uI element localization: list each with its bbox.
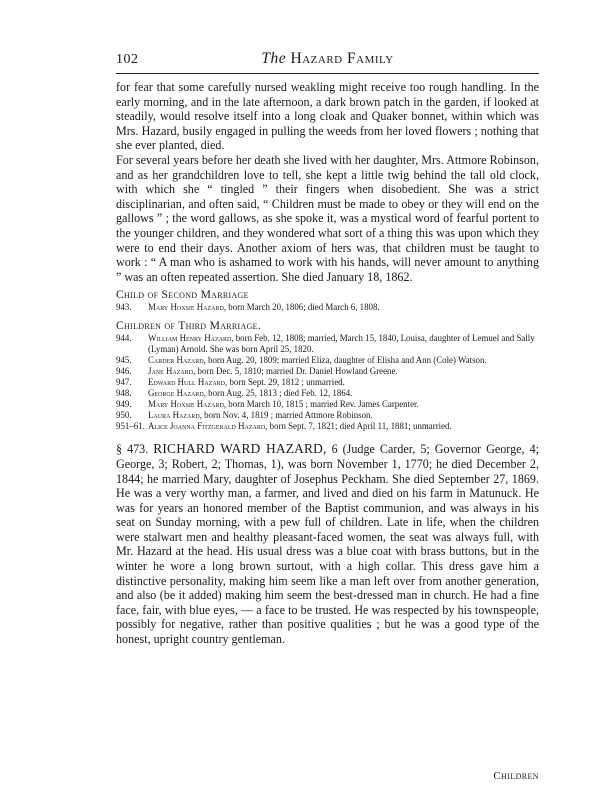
entry-text: born Sept. 7, 1821; died April 11, 1881; unmarried. xyxy=(269,421,452,432)
second-marriage-heading: Child of Second Marriage xyxy=(116,288,249,302)
entry-name: Carder Hazard, xyxy=(148,355,206,366)
entry-text: born Feb. 12, 1808; married, March 15, 1840, Louisa, daughter of Lemuel and Sally (Lyman) Arnold. She was born April 25, 1820. xyxy=(148,333,535,355)
running-title-rest: Hazard Family xyxy=(290,50,394,67)
entry-number: 949. xyxy=(116,399,132,410)
entry-number: 947. xyxy=(116,377,132,388)
entry-text: born Aug. 25, 1813 ; died Feb. 12, 1864. xyxy=(208,388,353,399)
entry-text: born March 10, 1815 ; married Rev. James Carpenter. xyxy=(228,399,419,410)
child-entry xyxy=(116,366,539,377)
third-marriage-list xyxy=(116,333,539,432)
child-entry xyxy=(116,377,539,388)
section-title: RICHARD WARD HAZARD, xyxy=(153,441,327,457)
child-entry xyxy=(116,399,539,410)
second-marriage-list xyxy=(116,302,539,313)
entry-name: Alice Joanna Fitzgerald Hazard, xyxy=(148,421,268,432)
entry-number: 943. xyxy=(116,302,132,313)
entry-text: born March 20, 1806; died March 6, 1808. xyxy=(228,302,380,313)
paragraph-garden: for fear that some carefully nursed weakling might receive too rough handling. In the early morning, and in the late afternoon, a dark brown patch in the garden, if looked at steadily, would resolve itself into a long cloak and Quaker bonnet, within which was Mrs. Hazard, busily engaged in pulling the weeds from her loved flowers ; nothing that she ever planted, died. xyxy=(116,80,539,153)
entry-number: 944. xyxy=(116,333,132,344)
entry-name: George Hazard, xyxy=(148,388,206,399)
section-473 xyxy=(116,442,539,646)
entry-number: 946. xyxy=(116,366,132,377)
section-mark: § 473. xyxy=(116,442,149,457)
entry-text: born Aug. 20, 1809; married Eliza, daughter of Elisha and Ann (Cole) Watson. xyxy=(208,355,487,366)
running-title-the: The xyxy=(261,50,287,67)
child-entry xyxy=(116,355,539,366)
running-title xyxy=(116,50,539,68)
entry-text: born Sept. 29, 1812 ; unmarried. xyxy=(229,377,345,388)
entry-number: 945. xyxy=(116,355,132,366)
page-number: 102 xyxy=(116,52,139,67)
child-entry xyxy=(116,410,539,421)
paragraph-later-years: For several years before her death she lived with her daughter, Mrs. Attmore Robinson, and as her grandchildren love to tell, she kept a little twig behind the tall old clock, with which she “ tingled ” their fingers when disobedient. She was a strict disciplinarian, and often said, “ Children must be made to obey or they will end on the gallows ” ; the word gallows, as she spoke it, was a mystical word of fearful portent to the younger children, and they wondered what sort of a thing this was upon which they were to end their days. Another axiom of hers was, that children must be taught to work : “ A man who is ashamed to work with his hands, will never amount to anything ” was an often repeated assertion. She died January 18, 1862. xyxy=(116,152,539,284)
page-body xyxy=(116,80,539,647)
section-text: 6 (Judge Carder, 5; Governor George, 4; George, 3; Robert, 2; Thomas, 1), was born November 1, 1770; he died December 2, 1844; he married Mary, daughter of Josephus Peckham. She died September 27, 1869. He was a very worthy man, a farmer, and lived and died on his farm in Matunuck. He was for years an honored member of the Baptist communion, and was always in his seat on Sunday morning, with a pew full of children. Late in life, when the children were stalwart men and healthy pleasant-faced women, the seat was always full, with Mr. Hazard at the head. His usual dress was a blue coat with brass buttons, but in the winter he wore a long brown surtout, with a high collar. This dress gave him a distinctive personality, making him seem like a man left over from another generation, and also (be it added) making him seem the best-dressed man in church. He had a fine face, fair, with blue eyes, — a face to be trusted. He was respected by his townspeople, possibly for negative, rather than positive qualities ; but he was a good type of the honest, upright country gentleman. xyxy=(116,442,539,647)
entry-name: Edward Hull Hazard, xyxy=(148,377,228,388)
entry-name: Mary Hoxsie Hazard, xyxy=(148,302,227,313)
entry-name: Laura Hazard, xyxy=(148,410,202,421)
running-header xyxy=(116,50,539,72)
entry-name: Jane Hazard, xyxy=(148,366,196,377)
entry-number: 948. xyxy=(116,388,132,399)
entry-name: Mary Hoxsie Hazard, xyxy=(148,399,227,410)
child-entry xyxy=(116,302,539,313)
header-rule xyxy=(116,73,539,74)
child-entry xyxy=(116,421,539,432)
entry-name: William Henry Hazard, xyxy=(148,333,234,344)
entry-number: 951–61. xyxy=(116,421,145,432)
entry-number: 950. xyxy=(116,410,132,421)
catchword: Children xyxy=(493,770,539,782)
child-entry xyxy=(116,333,539,355)
entry-text: born Dec. 5, 1810; married Dr. Daniel Howland Greene. xyxy=(197,366,398,377)
child-entry xyxy=(116,388,539,399)
third-marriage-heading: Children of Third Marriage. xyxy=(116,319,262,333)
entry-text: born Nov. 4, 1819 ; married Attmore Robinson. xyxy=(204,410,373,421)
